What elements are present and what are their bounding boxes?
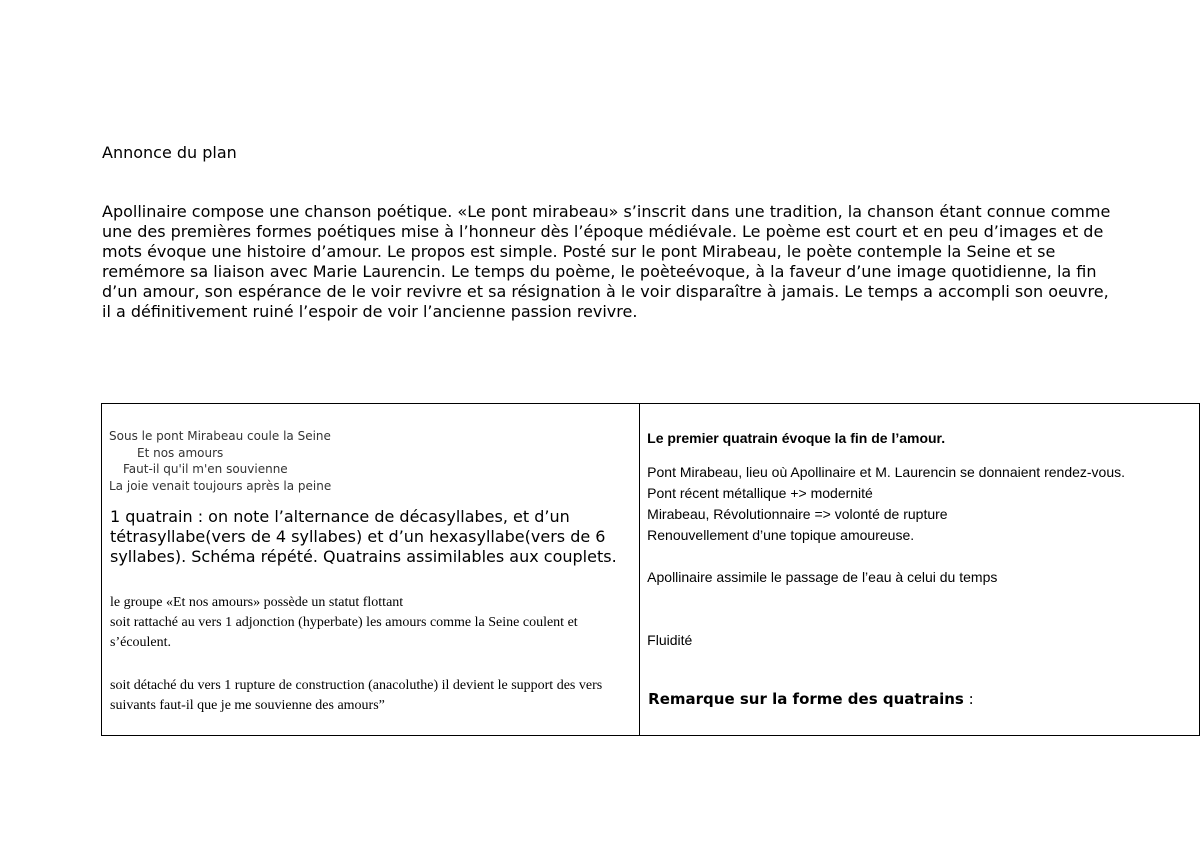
remark-tail: : <box>963 690 974 708</box>
detache-note: soit détaché du vers 1 rupture de construction (anacoluthe) il devient le support des vers suivants faut-il que je me souvienne des amours” <box>110 678 603 713</box>
poem-verse-4: La joie venait toujours après la peine <box>109 478 332 493</box>
table-row <box>102 404 1200 736</box>
right-passage: Apollinaire assimile le passage de l’eau à celui du temps <box>647 569 998 585</box>
groupe-note-line1: le groupe «Et nos amours» possède un statut flottant <box>110 595 404 610</box>
quatrain-note: 1 quatrain : on note l’alternance de décasyllabes, et d’un tétrasyllabe(vers de 4 syllabes) et d’un hexasyllabe(vers de 6 syllabes). Schéma répété. Quatrains assimilables aux couplets. <box>110 507 617 566</box>
analysis-table <box>101 403 1200 736</box>
right-column-cell <box>640 404 1200 736</box>
intro-paragraph: Apollinaire compose une chanson poétique. «Le pont mirabeau» s’inscrit dans une tradition, la chanson étant connue comme une des premières formes poétiques mise à l’honneur dès l’époque médiévale. Le poème est court et en peu d’images et de mots évoque une histoire d’amour. Le propos est simple. Posté sur le pont Mirabeau, le poète contemple la Seine et se remémore sa liaison avec Marie Laurencin. Le temps du poème, le poèteévoque, à la faveur d’une image quotidienne, la fin d’un amour, son espérance de le voir revivre et sa résignation à le voir disparaître à jamais. Le temps a accompli son oeuvre, il a définitivement ruiné l’espoir de voir l’ancienne passion revivre. <box>102 202 1111 321</box>
right-line-3: Mirabeau, Révolutionnaire => volonté de rupture <box>647 506 948 522</box>
poem-verse-2: Et nos amours <box>137 445 224 460</box>
right-remark <box>640 689 1199 709</box>
groupe-note-line2: soit rattaché au vers 1 adjonction (hyperbate) les amours comme la Seine coulent et s’écoulent. <box>110 615 578 650</box>
section-heading: Annonce du plan <box>102 143 237 162</box>
right-line-2: Pont récent métallique +> modernité <box>647 485 873 501</box>
right-line-4: Renouvellement d’une topique amoureuse. <box>647 527 915 543</box>
left-column-cell <box>102 404 640 736</box>
poem-verse-1: Sous le pont Mirabeau coule la Seine <box>109 429 331 443</box>
right-line-1: Pont Mirabeau, lieu où Apollinaire et M. Laurencin se donnaient rendez-vous. <box>647 464 1126 480</box>
poem-verse-3: Faut-il qu'il m'en souvienne <box>123 462 288 476</box>
remark-bold: Remarque sur la forme des quatrains <box>648 690 964 708</box>
right-fluidite: Fluidité <box>647 632 693 648</box>
right-title: Le premier quatrain évoque la fin de l’amour. <box>647 430 946 446</box>
